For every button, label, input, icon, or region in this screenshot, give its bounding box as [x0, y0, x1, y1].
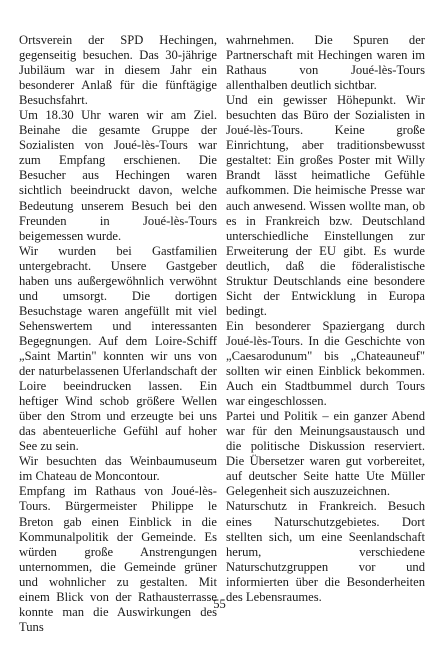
page-number: 55 — [213, 597, 226, 611]
paragraph: Empfang im Rathaus von Joué-lès-Tours. Bürgermeister Philippe le Breton gab einen Einblick in die Kommunalpolitik der Gemeinde. Es würden große Anstrengungen unternommen, die Gemeinde grüner und wohnlicher zu gestalten. Mit einem Blick von der Rathausterrasse konnte man die Auswirkungen des Tuns — [19, 484, 217, 634]
paragraph: wahrnehmen. Die Spuren der Partnerschaft mit Hechingen waren im Rathaus von Joué-lès-Tours allenthalben deutlich sichtbar. — [226, 33, 425, 93]
paragraph: Um 18.30 Uhr waren wir am Ziel. Beinahe die gesamte Gruppe der Sozialisten von Joué-lès-Tours war zum Empfang erschienen. Die Besucher aus Hechingen waren sichtlich beeindruckt davon, welche Bedeutung unserem Besuch bei den Freunden in Joué-lès-Tours beigemessen wurde. — [19, 108, 217, 243]
paragraph: Und ein gewisser Höhepunkt. Wir besuchten das Büro der Sozialisten in Joué-lès-Tours. Keine große Einrichtung, aber traditionsbewusst gestaltet: Ein großes Poster mit Willy Brandt lässt heimatliche Gefühle aufkommen. Die heimische Presse war auch anwesend. Wissen wollte man, ob es in Frankreich bzw. Deutschland unterschiedliche Einstellungen zur Erweiterung der EU gibt. Es wurde deutlich, daß die föderalistische Struktur Deutschlands eine besondere Sicht der Entwicklung in Europa bedingt. — [226, 93, 425, 318]
paragraph: Naturschutz in Frankreich. Besuch eines Naturschutzgebietes. Dort stellten sich, um eine Seenlandschaft herum, verschiedene Naturschutzgruppen vor und informierten über die Besonderheiten des Lebensraumes. — [226, 499, 425, 604]
right-text-column — [226, 33, 425, 605]
paragraph: Ortsverein der SPD Hechingen, gegenseitig besuchen. Das 30-jährige Jubiläum war in diesem Jahr ein besonderer Anlaß für die fünftägige Besuchsfahrt. — [19, 33, 217, 108]
paragraph: Partei und Politik – ein ganzer Abend war für den Meinungsaustausch und die politische Diskussion reserviert. Die Übersetzer waren gut vorbereitet, auf deutscher Seite hatte Ute Müller Gelegenheit sich auszuzeichnen. — [226, 409, 425, 499]
left-text-column — [19, 33, 217, 635]
paragraph: Wir wurden bei Gastfamilien untergebracht. Unsere Gastgeber haben uns außergewöhnlich verwöhnt und umsorgt. Die dortigen Besuchstage waren angefüllt mit viel Sehenswertem und interessanten Begegnungen. Auf dem Loire-Schiff „Saint Martin" konnten wir uns von der naturbelassenen Uferlandschaft der Loire beeindrucken lassen. Ein heftiger Wind schob größere Wellen über den Strom und erzeugte bei uns das abenteuerliche Gefühl auf hoher See zu sein. — [19, 243, 217, 454]
paragraph: Ein besonderer Spaziergang durch Joué-lès-Tours. In die Geschichte von „Caesarodunum" bis „Chateauneuf" sollten wir einen Einblick bekommen. Auch ein Stadtbummel durch Tours war eingeschlossen. — [226, 318, 425, 409]
paragraph: Wir besuchten das Weinbaumuseum im Chateau de Moncontour. — [19, 454, 217, 484]
